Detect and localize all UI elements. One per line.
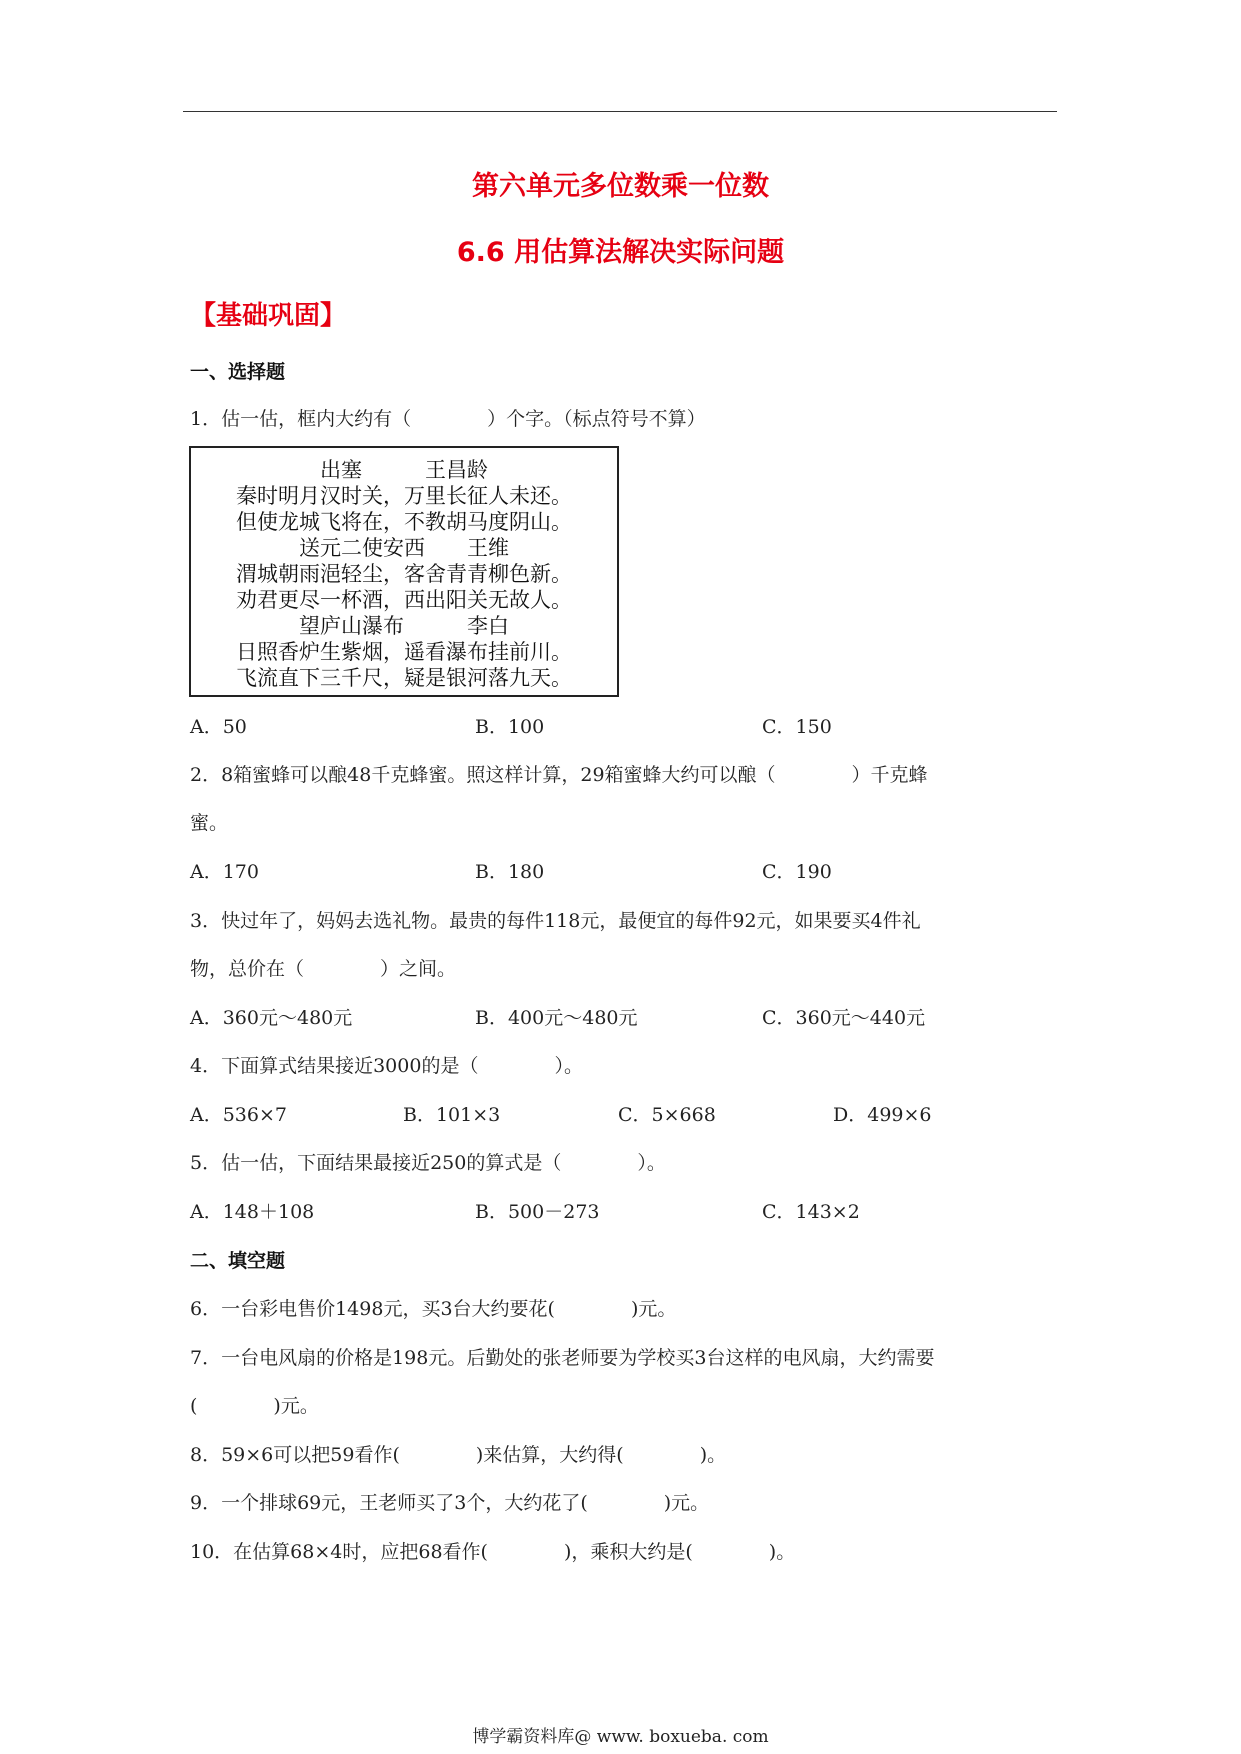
q4-option-b: B．101×3 <box>403 1104 501 1126</box>
question-9: 9．一个排球69元，王老师买了3个，大约花了( )元。 <box>190 1492 710 1514</box>
question-2: 2．8箱蜜蜂可以酿48千克蜂蜜。照这样计算，29箱蜜蜂大约可以酿（ ）千克蜂 <box>190 764 928 786</box>
part2-heading: 二、填空题 <box>190 1250 286 1272</box>
q5-option-b: B．500－273 <box>475 1201 600 1223</box>
q1-option-b: B．100 <box>475 716 545 738</box>
question-7-cont: ( )元。 <box>190 1395 319 1417</box>
q4-option-d: D．499×6 <box>833 1104 932 1126</box>
q2-option-c: C．190 <box>762 861 832 883</box>
poem-line: 秦时明月汉时关，万里长征人未还。 <box>236 484 572 508</box>
poem-line: 劝君更尽一杯酒，西出阳关无故人。 <box>236 588 572 612</box>
q1-option-a: A．50 <box>190 716 247 738</box>
question-2-cont: 蜜。 <box>190 812 229 834</box>
poem-line: 送元二使安西 王维 <box>299 536 509 560</box>
part1-heading: 一、选择题 <box>190 361 286 383</box>
q3-option-c: C．360元～440元 <box>762 1007 926 1029</box>
question-6: 6．一台彩电售价1498元，买3台大约要花( )元。 <box>190 1298 677 1320</box>
question-4: 4．下面算式结果接近3000的是（ ）。 <box>190 1055 583 1077</box>
question-5: 5．估一估，下面结果最接近250的算式是（ ）。 <box>190 1152 666 1174</box>
q2-option-b: B．180 <box>475 861 545 883</box>
header-rule <box>183 111 1057 112</box>
footer-watermark: 博学霸资料库@ www. boxueba. com <box>472 1727 769 1747</box>
poem-line: 但使龙城飞将在，不教胡马度阴山。 <box>236 510 572 534</box>
question-1: 1．估一估，框内大约有（ ）个字。（标点符号不算） <box>190 408 706 430</box>
poem-line: 出塞 王昌龄 <box>320 458 488 482</box>
q2-option-a: A．170 <box>190 861 259 883</box>
q1-option-c: C．150 <box>762 716 832 738</box>
q5-option-c: C．143×2 <box>762 1201 860 1223</box>
question-3: 3．快过年了，妈妈去选礼物。最贵的每件118元，最便宜的每件92元，如果要买4件礼 <box>190 910 921 932</box>
q3-option-b: B．400元～480元 <box>475 1007 638 1029</box>
poem-line: 飞流直下三千尺，疑是银河落九天。 <box>236 666 572 690</box>
q5-option-a: A．148＋108 <box>190 1201 315 1223</box>
poem-line: 日照香炉生紫烟，遥看瀑布挂前川。 <box>236 640 572 664</box>
poem-box <box>189 446 619 697</box>
q4-option-c: C．5×668 <box>618 1104 716 1126</box>
lesson-title: 6.6 用估算法解决实际问题 <box>456 237 785 268</box>
poem-line: 渭城朝雨浥轻尘，客舍青青柳色新。 <box>236 562 572 586</box>
q3-option-a: A．360元～480元 <box>190 1007 353 1029</box>
poem-line: 望庐山瀑布 李白 <box>299 614 509 638</box>
question-8: 8．59×6可以把59看作( )来估算，大约得( )。 <box>190 1444 727 1466</box>
question-7: 7．一台电风扇的价格是198元。后勤处的张老师要为学校买3台这样的电风扇，大约需要 <box>190 1347 935 1369</box>
question-3-cont: 物，总价在（ ）之间。 <box>190 958 457 980</box>
section-label: 【基础巩固】 <box>190 301 347 331</box>
question-10: 10．在估算68×4时，应把68看作( )，乘积大约是( )。 <box>190 1541 796 1563</box>
q4-option-a: A．536×7 <box>190 1104 287 1126</box>
unit-title: 第六单元多位数乘一位数 <box>472 171 769 202</box>
